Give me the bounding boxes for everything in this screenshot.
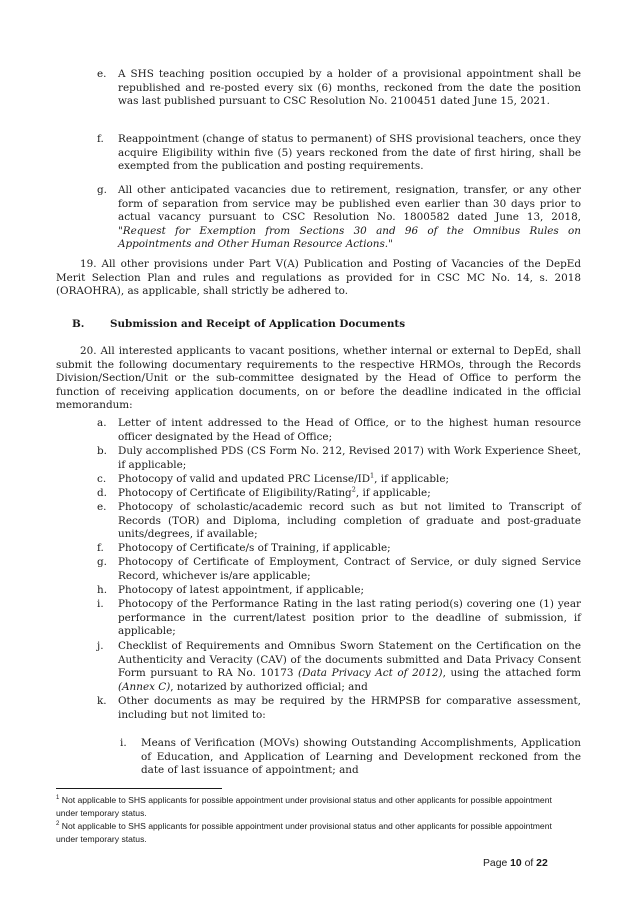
req-marker-a: a. (97, 417, 107, 429)
section-letter: B. (72, 318, 85, 330)
req-item-j (118, 640, 581, 694)
list-item-e: A SHS teaching position occupied by a holder of a provisional appointment shall be republished and re-posted every six (6) months, reckoned from the date the position was last published pursuant to CSC Resolution No. 2100451 dated June 15, 2021. (118, 68, 581, 108)
req-marker-j: j. (97, 640, 104, 652)
req-item-d-text: Photocopy of Certificate of Eligibility/Rating (118, 487, 352, 499)
footnote-ref-2: 2 (351, 485, 356, 494)
list-item-g-text: All other anticipated vacancies due to retirement, resignation, transfer, or any other form of separation from service may be published even earlier than 30 days prior to actual vacancy pursuant to CSC Resolution No. 1800582 dated June 13, 2018, (118, 184, 581, 224)
footnote-2 (56, 820, 576, 845)
footnote-ref-1: 1 (370, 471, 375, 480)
list-marker-g: g. (97, 184, 107, 196)
paragraph-20: 20. All interested applicants to vacant positions, whether internal or external to DepEd, shall submit the following documentary requirements to the respective HRMOs, through the Records Division/Section/Unit or the sub-committee designated by the Head of Office to perform the function of receiving application documents, on or before the deadline indicated in the official memorandum: (56, 345, 581, 412)
req-item-k: Other documents as may be required by the HRMPSB for comparative assessment, including but not limited to: (118, 695, 581, 721)
req-item-d (118, 487, 581, 501)
req-item-j-tail: , notarized by authorized official; and (170, 680, 368, 693)
req-item-b: Duly accomplished PDS (CS Form No. 212, Revised 2017) with Work Experience Sheet, if applicable; (118, 445, 581, 471)
paragraph-19: 19. All other provisions under Part V(A) Publication and Posting of Vacancies of the DepEd Merit Selection Plan and rules and regulations as provided for in CSC MC No. 14, s. 2018 (ORAOHRA), as applicable, shall strictly be adhered to. (56, 258, 581, 298)
req-item-c-tail: , if applicable; (374, 473, 450, 485)
sub-item-i: Means of Verification (MOVs) showing Outstanding Accomplishments, Application of Education, and Application of Learning and Development reckoned from the date of last issuance of appointment; and (141, 737, 581, 777)
req-marker-f: f. (97, 542, 104, 554)
req-item-c (118, 473, 581, 487)
req-marker-e: e. (97, 501, 107, 513)
page-sep: of (521, 858, 537, 869)
footnote-1 (56, 794, 576, 819)
req-item-d-tail: , if applicable; (355, 487, 431, 499)
page-prefix: Page (483, 858, 511, 869)
req-marker-d: d. (97, 487, 107, 499)
req-marker-h: h. (97, 584, 107, 596)
req-item-h: Photocopy of latest appointment, if applicable; (118, 584, 365, 596)
page-current: 10 (510, 858, 522, 869)
list-marker-f: f. (97, 133, 104, 145)
req-item-j-text: Checklist of Requirements and Omnibus Sworn Statement on the Certification on the Authenticity and Veracity (CAV) of the documents submitted and Data Privacy Consent Form pursuant to RA No. 10173 (118, 640, 581, 680)
section-heading: Submission and Receipt of Application Documents (110, 318, 406, 330)
req-item-j-italic-annex: (Annex C) (118, 680, 171, 693)
footnote-number-1: 1 (56, 795, 60, 802)
req-item-e: Photocopy of scholastic/academic record such as but not limited to Transcript of Records (TOR) and Diploma, including completion of graduate and post-graduate units/degrees, if available; (118, 501, 581, 541)
list-item-g-italic: "Request for Exemption from Sections 30 and 96 of the Omnibus Rules on Appointments and Other Human Resource Actions." (118, 224, 581, 251)
req-item-c-text: Photocopy of valid and updated PRC License/ID (118, 473, 371, 485)
req-marker-b: b. (97, 445, 107, 457)
req-item-g: Photocopy of Certificate of Employment, Contract of Service, or duly signed Service Record, whichever is/are applicable; (118, 556, 581, 582)
sub-marker-i: i. (120, 737, 127, 749)
footnote-divider (56, 788, 222, 789)
list-item-g (118, 184, 581, 252)
req-item-j-italic-act: (Data Privacy Act of 2012) (298, 667, 443, 680)
page-number (483, 858, 548, 869)
req-item-i: Photocopy of the Performance Rating in the last rating period(s) covering one (1) year performance in the current/latest position prior to the deadline of submission, if applicable; (118, 598, 581, 638)
req-marker-g: g. (97, 556, 107, 568)
req-item-a: Letter of intent addressed to the Head of Office, or to the highest human resource officer designated by the Head of Office; (118, 417, 581, 443)
page-total: 22 (536, 858, 548, 869)
req-item-j-mid: , using the attached form (442, 667, 581, 680)
req-marker-k: k. (97, 695, 107, 707)
footnote-text-2: Not applicable to SHS applicants for possible appointment under provisional status and other applicants for possible appointment under temporary status. (56, 821, 552, 844)
list-item-f: Reappointment (change of status to permanent) of SHS provisional teachers, once they acquire Eligibility within five (5) years reckoned from the date of first hiring, shall be exempted from the publication and posting requirements. (118, 133, 581, 173)
req-marker-c: c. (97, 473, 107, 485)
footnote-text-1: Not applicable to SHS applicants for possible appointment under provisional status and other applicants for possible appointment under temporary status. (56, 795, 552, 818)
footnote-number-2: 2 (56, 821, 60, 828)
req-marker-i: i. (97, 598, 104, 610)
req-item-f: Photocopy of Certificate/s of Training, if applicable; (118, 542, 391, 554)
list-marker-e: e. (97, 68, 107, 80)
